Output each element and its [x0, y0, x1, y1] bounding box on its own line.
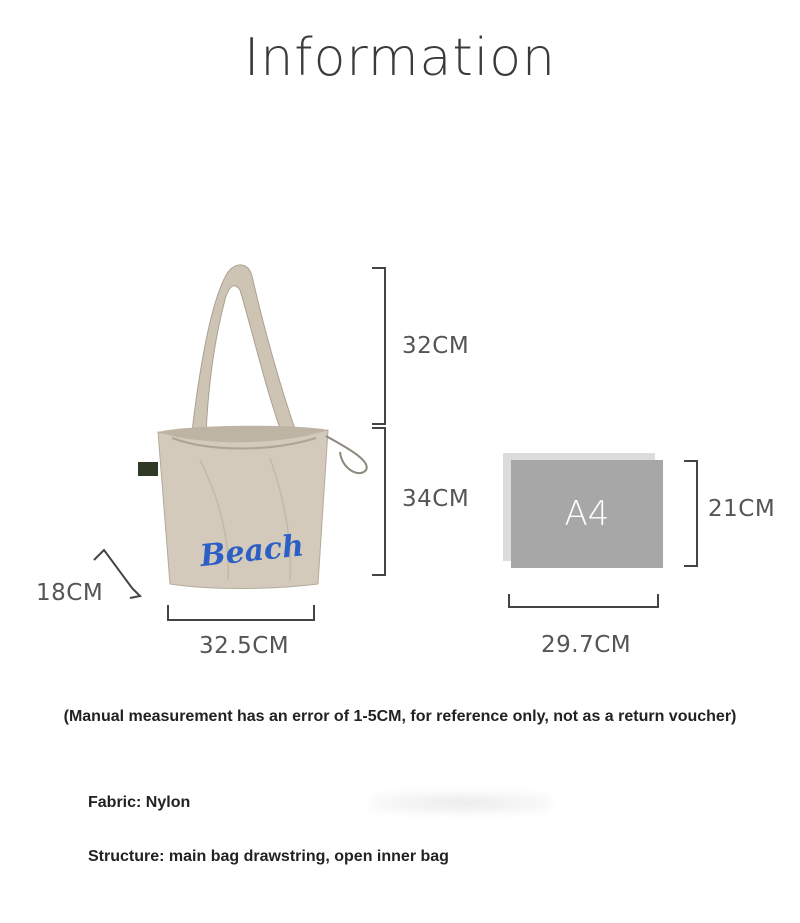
- body-height-label: 34CM: [402, 486, 470, 512]
- bag-body: [138, 426, 367, 589]
- a4-height-bracket: [684, 461, 697, 566]
- a4-width-bracket: [509, 594, 658, 607]
- a4-width-label: 29.7CM: [541, 632, 632, 658]
- structure-spec: Structure: main bag drawstring, open inner bag: [88, 848, 449, 865]
- handle-height-label: 32CM: [402, 333, 470, 359]
- width-label: 32.5CM: [199, 633, 290, 659]
- fabric-spec: Fabric: Nylon: [88, 794, 191, 811]
- blurred-area: [372, 792, 552, 814]
- page-title: Information: [243, 28, 556, 88]
- handle-height-bracket: [372, 268, 385, 424]
- a4-label: A4: [564, 494, 610, 534]
- width-bracket: [168, 605, 314, 620]
- depth-label: 18CM: [36, 580, 104, 606]
- a4-height-label: 21CM: [708, 496, 776, 522]
- measurement-disclaimer: (Manual measurement has an error of 1-5CM, for reference only, not as a return voucher): [63, 708, 737, 725]
- bag-print-text: Beach: [198, 528, 306, 575]
- body-height-bracket: [372, 428, 385, 575]
- bag-handles: [192, 265, 296, 434]
